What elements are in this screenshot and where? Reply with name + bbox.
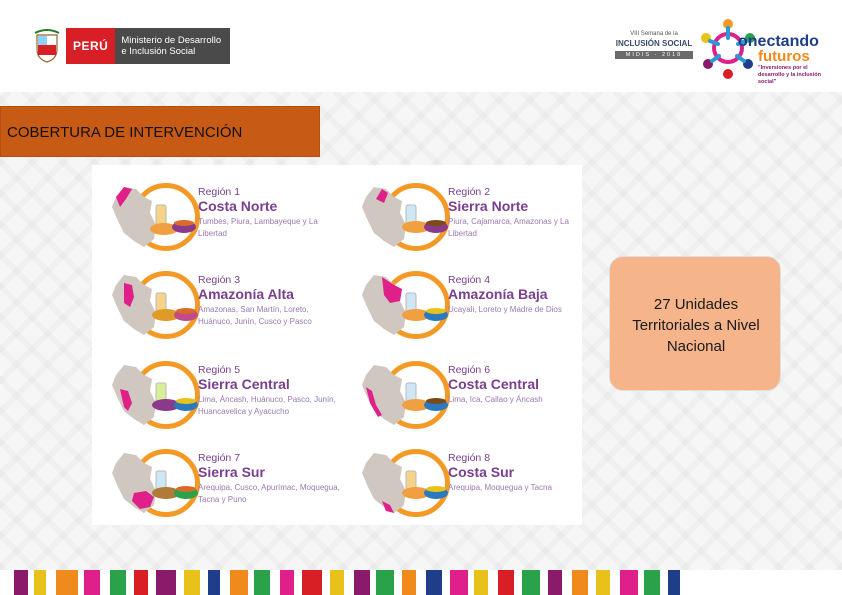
region-name: Amazonía Baja xyxy=(448,286,548,302)
page-title: COBERTURA DE INTERVENCIÓN xyxy=(7,124,243,141)
ministry-logo xyxy=(34,28,230,64)
food-icon xyxy=(398,381,450,417)
region-desc: Arequipa, Cusco, Apurímac, Moquegua, Tacna y Puno xyxy=(198,483,340,504)
conectando-text: onectando xyxy=(738,33,819,50)
region-number: Región 1 xyxy=(198,186,241,198)
region-name: Sierra Sur xyxy=(198,464,265,480)
semana-line-3: MIDIS · 2018 xyxy=(615,51,693,59)
ministry-line-2: e Inclusión Social xyxy=(121,46,196,57)
conectando-futuros-logo xyxy=(698,16,828,85)
region-name: Sierra Norte xyxy=(448,198,529,214)
info-text xyxy=(618,294,774,357)
region-desc: Amazonas, San Martín, Loreto, Huánuco, Junín, Cusco y Pasco xyxy=(198,305,312,326)
ministry-line-1: Ministerio de Desarrollo xyxy=(121,35,222,46)
futuros-text: futuros xyxy=(758,48,810,65)
regions-panel xyxy=(92,165,582,525)
region-number: Región 2 xyxy=(448,186,491,198)
region-name: Sierra Central xyxy=(198,376,290,392)
region-number: Región 6 xyxy=(448,364,491,376)
region-desc: Piura, Cajamarca, Amazonas y La Libertad xyxy=(448,217,569,238)
region-number: Región 4 xyxy=(448,274,491,286)
region-name: Costa Sur xyxy=(448,464,515,480)
food-icon xyxy=(398,469,450,505)
food-icon xyxy=(398,203,450,239)
semana-inclusion-logo xyxy=(615,30,693,62)
food-icon xyxy=(148,469,200,505)
region-desc: Lima, Ica, Callao y Áncash xyxy=(448,395,543,404)
region-desc: Tumbes, Piura, Lambayeque y La Libertad xyxy=(198,217,318,238)
title-bar xyxy=(0,106,320,157)
coat-of-arms-icon xyxy=(34,29,60,63)
ministry-name xyxy=(115,28,230,64)
region-number: Región 5 xyxy=(198,364,241,376)
peru-label: PERÚ xyxy=(66,28,115,64)
food-icon xyxy=(148,203,200,239)
food-icon xyxy=(148,291,200,327)
info-box xyxy=(609,256,781,391)
region-name: Amazonía Alta xyxy=(198,286,294,302)
region-desc: Arequipa, Moquegua y Tacna xyxy=(448,483,552,492)
conectando-tagline: "Inversiones por el desarrollo y la inclusión social" xyxy=(758,65,821,85)
semana-line-2: INCLUSIÓN SOCIAL xyxy=(615,39,693,48)
info-line-1: 27 Unidades xyxy=(653,296,739,313)
info-line-2: Territoriales a Nivel xyxy=(632,317,760,334)
semana-line-1: VIII Semana de la xyxy=(630,31,678,37)
info-line-3: Nacional xyxy=(666,338,726,355)
food-icon xyxy=(398,291,450,327)
region-number: Región 7 xyxy=(198,452,241,464)
region-number: Región 3 xyxy=(198,274,241,286)
region-desc: Ucayali, Loreto y Madre de Dios xyxy=(448,305,562,314)
region-name: Costa Central xyxy=(448,376,540,392)
region-name: Costa Norte xyxy=(198,198,278,214)
region-number: Región 8 xyxy=(448,452,491,464)
footer-stripes xyxy=(0,570,842,595)
food-icon xyxy=(148,381,200,417)
region-desc: Lima, Áncash, Huánuco, Pasco, Junín, Huancavelica y Ayacucho xyxy=(198,395,336,416)
